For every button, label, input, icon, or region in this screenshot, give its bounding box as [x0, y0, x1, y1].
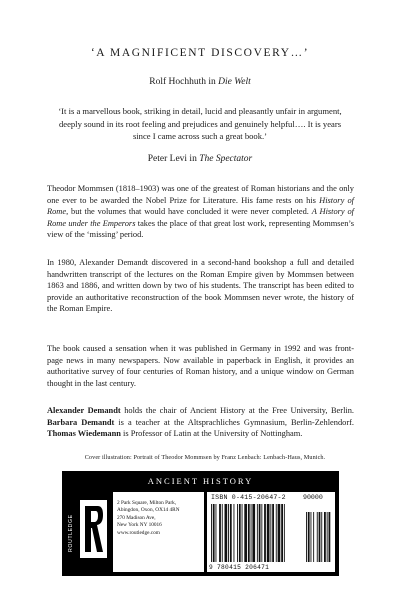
text-run: , but the volumes that would have concluded it were never completed. [66, 207, 312, 217]
author-name: Barbara Demandt [47, 417, 115, 427]
barcode-number: 9 780415 206471 [209, 564, 270, 571]
review-attribution-1 [0, 77, 400, 87]
author-name: Thomas Wiedemann [47, 429, 121, 439]
publisher-logo [66, 492, 110, 572]
routledge-r-icon [66, 492, 110, 572]
reviewer-name: Peter Levi in [147, 154, 197, 164]
blurb-paragraph-1 [47, 183, 354, 241]
barcode-icon [209, 502, 333, 564]
blurb-paragraph-2: In 1980, Alexander Demandt discovered in a second-hand bookshop a full and detailed handwritten transcript of the lectures on the Roman Empire given by Mommsen between 1863 and 1886, and written down by two of his students. The transcript has been edited to provide an authoritative reconstruction of the book Mommsen never wrote, the history of the Roman Empire. [47, 258, 354, 314]
text-run: is Professor of Latin at the University of Nottingham. [120, 429, 303, 439]
review-quote: ‘It is a marvellous book, striking in detail, lucid and pleasantly unfair in argument, deeply sound in its root feeling and prejudices and genuinely helpful…. It is years since I came across such a great book.’ [58, 106, 342, 142]
author-name: Alexander Demandt [47, 406, 121, 415]
address-line: 270 Madison Ave, [117, 514, 156, 521]
review-attribution-2 [0, 154, 400, 164]
text-run: Theodor Mommsen (1818–1903) was one of the greatest of Roman historians and the only one ever to be awarded the Nobel Prize for Literature. His fame rests on his [47, 184, 354, 205]
blurb-paragraph-3: The book caused a sensation when it was published in Germany in 1992 and was front-page news in many newspapers. Now available in paperback in English, it provides an authoritative survey of four centuries of Roman history, and a unique window on German thought in the last century. [47, 344, 354, 388]
barcode-area [207, 492, 335, 572]
address-line: www.routledge.com [117, 529, 160, 536]
publisher-address [113, 492, 204, 572]
book-title: A History of Rome under the Emperors [47, 207, 354, 228]
address-line: 2 Park Square, Milton Park, [117, 500, 177, 506]
review-source: The Spectator [199, 154, 253, 164]
address-line: Abingdon, Oxon, OX14 4RN [117, 507, 180, 514]
address-lines [117, 500, 203, 537]
headline: ‘A MAGNIFICENT DISCOVERY…’ [90, 47, 310, 59]
book-title: History of Rome [47, 195, 355, 217]
price-addon: 90000 [303, 494, 323, 501]
series-label: ANCIENT HISTORY [147, 476, 254, 486]
text-run: is a teacher at the Altsprachliches Gymnasium, Berlin-Zehlendorf. [114, 417, 354, 427]
imprint-block [62, 471, 339, 576]
review-source: Die Welt [218, 77, 251, 87]
isbn: ISBN 0-415-20647-2 [211, 494, 286, 501]
cover-illustration-credit: Cover illustration: Portrait of Theodor Mommsen by Franz Lenbach: Lenbach-Haus, Munich. [84, 454, 326, 461]
text-run: takes the place of that great lost work, representing Mommsen’s view of the ‘missing’ period. [47, 218, 354, 240]
author-bios [47, 405, 354, 440]
reviewer-name: Rolf Hochhuth in [149, 77, 216, 87]
publisher-name: ROUTLEDGE [68, 514, 74, 552]
address-line: New York NY 10016 [117, 522, 162, 529]
text-run: holds the chair of Ancient History at the Free University, Berlin. [120, 406, 355, 415]
